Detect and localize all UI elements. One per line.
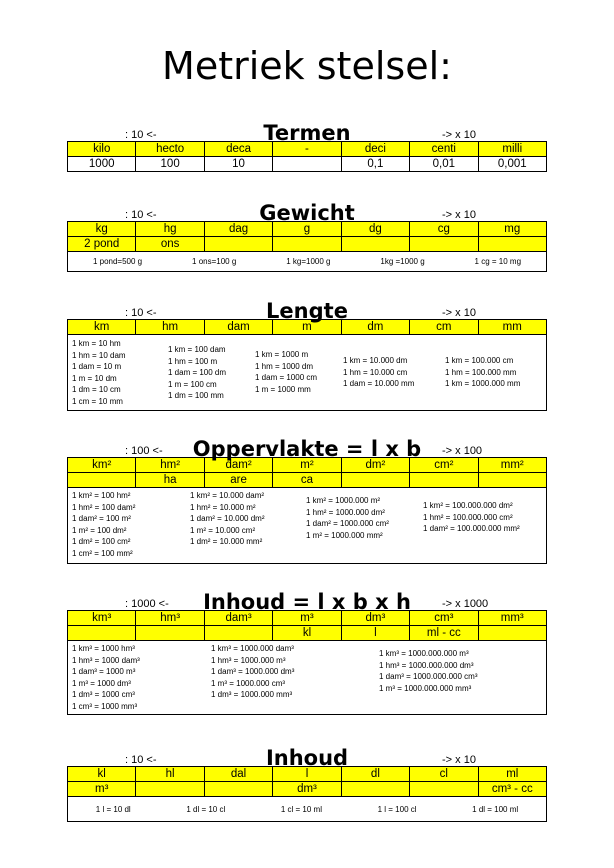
inhoud-table [67, 610, 547, 641]
alias-cell [410, 237, 478, 252]
inhoud-liter-table [67, 766, 547, 797]
conversion-line: 1 m³ = 1000 dm³ [72, 678, 131, 688]
section-title: Inhoud = l x b x h [203, 590, 411, 614]
header-cell: dam² [204, 458, 272, 473]
multiply-label: -> x 100 [442, 445, 483, 457]
alias-cell [136, 626, 204, 641]
section-gewicht [67, 195, 547, 272]
section-title: Gewicht [259, 201, 355, 225]
alias-cell [410, 473, 478, 488]
header-cell: dg [341, 222, 409, 237]
conversion-column [343, 355, 414, 390]
value-cell: 0,1 [341, 157, 409, 172]
conversion-line: 1 dm³ = 1000 cm³ [72, 690, 135, 699]
header-cell: dam [204, 320, 272, 335]
alias-row [68, 473, 547, 488]
conversion-column [306, 495, 389, 541]
conversion-column [72, 490, 135, 559]
alias-cell [136, 782, 204, 797]
header-cell: cl [410, 767, 478, 782]
alias-cell [273, 237, 341, 252]
header-cell: m³ [273, 611, 341, 626]
conversion-box [67, 335, 547, 411]
conversion-line: 1 hm³ = 1000 dam³ [72, 655, 140, 665]
section-oppervlakte [67, 431, 547, 564]
conversion-line: 1 hm = 100 m [168, 356, 218, 366]
header-cell: g [273, 222, 341, 237]
conversion-line: 1 m² = 1000.000 mm² [306, 530, 383, 540]
conversion-line: 1 m = 100 cm [168, 379, 217, 389]
conversion-line: 1 m³ = 1000.000 cm³ [211, 678, 286, 688]
value-cell: 0,001 [478, 157, 546, 172]
conversion-line: 1 dam = 10.000 mm [343, 379, 415, 388]
alias-cell [204, 782, 272, 797]
header-cell: cm² [410, 458, 478, 473]
header-cell: km [68, 320, 136, 335]
header-cell: ml [478, 767, 546, 782]
divide-label: : 10 <- [125, 307, 157, 319]
header-cell: kg [68, 222, 136, 237]
conversion-line: 1 km² = 10.000 dam² [190, 491, 265, 500]
conversion-note: 1 pond=500 g [92, 257, 143, 266]
header-cell: mm³ [478, 611, 546, 626]
alias-cell [204, 237, 272, 252]
conversion-note: 1 l = 100 cl [377, 804, 417, 814]
conversion-line: 1 dam² = 1000.000 cm² [306, 519, 389, 528]
alias-cell: ha [136, 473, 204, 488]
conversion-box [67, 252, 547, 272]
header-cell: dm² [341, 458, 409, 473]
header-cell: mm² [478, 458, 546, 473]
alias-cell: dm³ [273, 782, 341, 797]
conversion-note: 1 cl = 10 ml [280, 804, 322, 814]
header-cell: mm [478, 320, 546, 335]
conversion-line: 1 m = 1000 mm [255, 384, 311, 394]
alias-cell [341, 473, 409, 488]
header-cell: cg [410, 222, 478, 237]
header-cell: m² [273, 458, 341, 473]
conversion-column [72, 643, 140, 712]
conversion-line: 1 km = 1000 m [255, 350, 309, 359]
conversion-line: 1 km³ = 1000.000.000 m³ [379, 649, 469, 658]
conversion-line: 1 km² = 1000.000 m² [306, 496, 381, 505]
alias-cell [478, 237, 546, 252]
header-cell: centi [410, 142, 478, 157]
conversion-note: 1 kg=1000 g [286, 257, 331, 266]
header-cell: dl [341, 767, 409, 782]
multiply-label: -> x 10 [442, 307, 476, 319]
divide-label: : 1000 <- [125, 598, 169, 610]
conversion-line: 1 m³ = 1000.000.000 mm³ [379, 683, 472, 693]
header-cell: - [273, 142, 341, 157]
conversion-line: 1 hm = 10.000 cm [343, 367, 408, 377]
conversion-note: 1 dl = 10 cl [186, 804, 226, 814]
conversion-line: 1 hm³ = 1000.000.000 dm³ [379, 660, 474, 670]
value-cell: 0,01 [410, 157, 478, 172]
conversion-line: 1 m = 10 dm [72, 373, 117, 383]
alias-cell: ca [273, 473, 341, 488]
alias-cell [410, 782, 478, 797]
conversion-line: 1 dm = 100 mm [168, 391, 224, 400]
conversion-line: 1 cm³ = 1000 mm³ [72, 701, 138, 711]
alias-cell: kl [273, 626, 341, 641]
conversion-line: 1 dam² = 100 m² [72, 514, 131, 523]
header-cell: mg [478, 222, 546, 237]
alias-cell [478, 626, 546, 641]
section-title: Inhoud [265, 746, 349, 770]
alias-cell [68, 473, 136, 488]
multiply-label: -> x 10 [442, 129, 476, 141]
header-cell: hecto [136, 142, 204, 157]
header-cell: km³ [68, 611, 136, 626]
alias-cell [478, 473, 546, 488]
header-cell: kilo [68, 142, 136, 157]
conversion-line: 1 dam = 1000 cm [255, 373, 318, 382]
header-cell: hm² [136, 458, 204, 473]
conversion-line: 1 km³ = 1000 hm³ [72, 644, 135, 653]
conversion-line: 1 dam³ = 1000 m³ [72, 667, 136, 676]
conversion-box [67, 641, 547, 715]
conversion-column [190, 490, 264, 548]
header-cell: hg [136, 222, 204, 237]
conversion-line: 1 hm² = 10.000 m² [190, 502, 256, 512]
conversion-column [255, 349, 317, 395]
conversion-column [379, 648, 478, 694]
divide-label: : 10 <- [125, 129, 157, 141]
header-cell: deci [341, 142, 409, 157]
conversion-line: 1 km = 100.000 cm [445, 356, 514, 365]
conversion-line: 1 dam³ = 1000.000 dm³ [211, 667, 295, 676]
conversion-line: 1 hm² = 100.000.000 cm² [423, 512, 513, 522]
conversion-box [67, 488, 547, 564]
oppervlakte-table [67, 457, 547, 488]
conversion-column [445, 355, 520, 390]
header-cell: deca [204, 142, 272, 157]
multiply-label: -> x 10 [442, 754, 476, 766]
divide-label: : 100 <- [125, 445, 163, 457]
header-cell: dm³ [341, 611, 409, 626]
gewicht-table [67, 221, 547, 252]
header-cell: dal [204, 767, 272, 782]
section-title: Lengte [266, 299, 348, 323]
conversion-line: 1 dm² = 10.000 mm² [190, 537, 263, 546]
conversion-line: 1 hm² = 100 dam² [72, 502, 136, 512]
value-cell: 1000 [68, 157, 136, 172]
conversion-note: 1 l = 10 dl [95, 804, 131, 814]
conversion-line: 1 km = 1000.000 mm [445, 379, 521, 388]
header-cell: dam³ [204, 611, 272, 626]
conversion-line: 1 km = 10 hm [72, 339, 121, 348]
conversion-line: 1 m² = 100 dm² [72, 525, 127, 535]
conversion-column [168, 344, 226, 402]
conversion-line: 1 km³ = 1000.000 dam³ [211, 644, 294, 653]
value-cell: 100 [136, 157, 204, 172]
alias-cell: are [204, 473, 272, 488]
multiply-label: -> x 1000 [442, 598, 489, 610]
alias-cell [204, 626, 272, 641]
conversion-line: 1 km = 10.000 dm [343, 356, 408, 365]
value-cell [273, 157, 341, 172]
alias-row [68, 782, 547, 797]
value-cell: 10 [204, 157, 272, 172]
conversion-line: 1 dam³ = 1000.000.000 cm³ [379, 672, 478, 681]
alias-cell [341, 237, 409, 252]
conversion-line: 1 cm = 10 mm [72, 396, 123, 406]
conversion-line: 1 dam = 100 dm [168, 368, 227, 377]
section-inhoud [67, 584, 547, 715]
header-cell: l [273, 767, 341, 782]
conversion-note: 1 cg = 10 mg [474, 257, 522, 266]
conversion-line: 1 km² = 100 hm² [72, 491, 131, 500]
conversion-note: 1kg =1000 g [380, 257, 425, 266]
conversion-line: 1 km² = 100.000.000 dm² [423, 501, 513, 510]
conversion-line: 1 hm² = 1000.000 dm² [306, 507, 385, 517]
section-title: Oppervlakte = l x b [192, 437, 422, 461]
page-title: Metriek stelsel: [162, 44, 452, 88]
section-title: Termen [263, 121, 351, 145]
multiply-label: -> x 10 [442, 209, 476, 221]
alias-cell [68, 626, 136, 641]
header-cell: hm [136, 320, 204, 335]
header-cell: cm³ [410, 611, 478, 626]
alias-row [68, 626, 547, 641]
conversion-line: 1 dm³ = 1000.000 mm³ [211, 690, 293, 699]
alias-cell: cm³ - cc [478, 782, 546, 797]
alias-cell: m³ [68, 782, 136, 797]
conversion-column [211, 643, 294, 701]
alias-cell: 2 pond [68, 237, 136, 252]
header-cell: hm³ [136, 611, 204, 626]
conversion-column [423, 500, 520, 535]
termen-table [67, 141, 547, 172]
alias-row [68, 237, 547, 252]
conversion-line: 1 cm² = 100 mm² [72, 548, 133, 558]
divide-label: : 10 <- [125, 754, 157, 766]
alias-cell [341, 782, 409, 797]
conversion-line: 1 km = 100 dam [168, 345, 226, 354]
header-cell: km² [68, 458, 136, 473]
section-termen [67, 115, 547, 172]
header-cell: dm [341, 320, 409, 335]
conversion-line: 1 hm³ = 1000.000 m³ [211, 655, 286, 665]
conversion-line: 1 dam² = 10.000 dm² [190, 514, 265, 523]
conversion-line: 1 dam = 10 m [72, 362, 122, 371]
header-cell: m [273, 320, 341, 335]
header-cell: cm [410, 320, 478, 335]
conversion-line: 1 hm = 10 dam [72, 350, 126, 360]
divide-label: : 10 <- [125, 209, 157, 221]
header-cell: dag [204, 222, 272, 237]
section-lengte [67, 293, 547, 411]
conversion-note: 1 dl = 100 ml [472, 804, 519, 814]
conversion-box [67, 797, 547, 822]
conversion-column [72, 338, 126, 407]
alias-cell: ml - cc [410, 626, 478, 641]
conversion-note: 1 ons=100 g [192, 257, 237, 266]
header-cell: milli [478, 142, 546, 157]
conversion-line: 1 hm = 100.000 mm [445, 367, 517, 377]
header-cell: hl [136, 767, 204, 782]
value-row [68, 157, 547, 172]
conversion-line: 1 m² = 10.000 cm² [190, 525, 256, 535]
alias-cell: l [341, 626, 409, 641]
alias-cell: ons [136, 237, 204, 252]
conversion-line: 1 dm = 10 cm [72, 385, 121, 394]
conversion-line: 1 dam² = 100.000.000 mm² [423, 524, 520, 533]
section-inhoud-liter [67, 740, 547, 822]
conversion-line: 1 hm = 1000 dm [255, 361, 314, 371]
conversion-line: 1 dm² = 100 cm² [72, 537, 131, 546]
header-cell: kl [68, 767, 136, 782]
